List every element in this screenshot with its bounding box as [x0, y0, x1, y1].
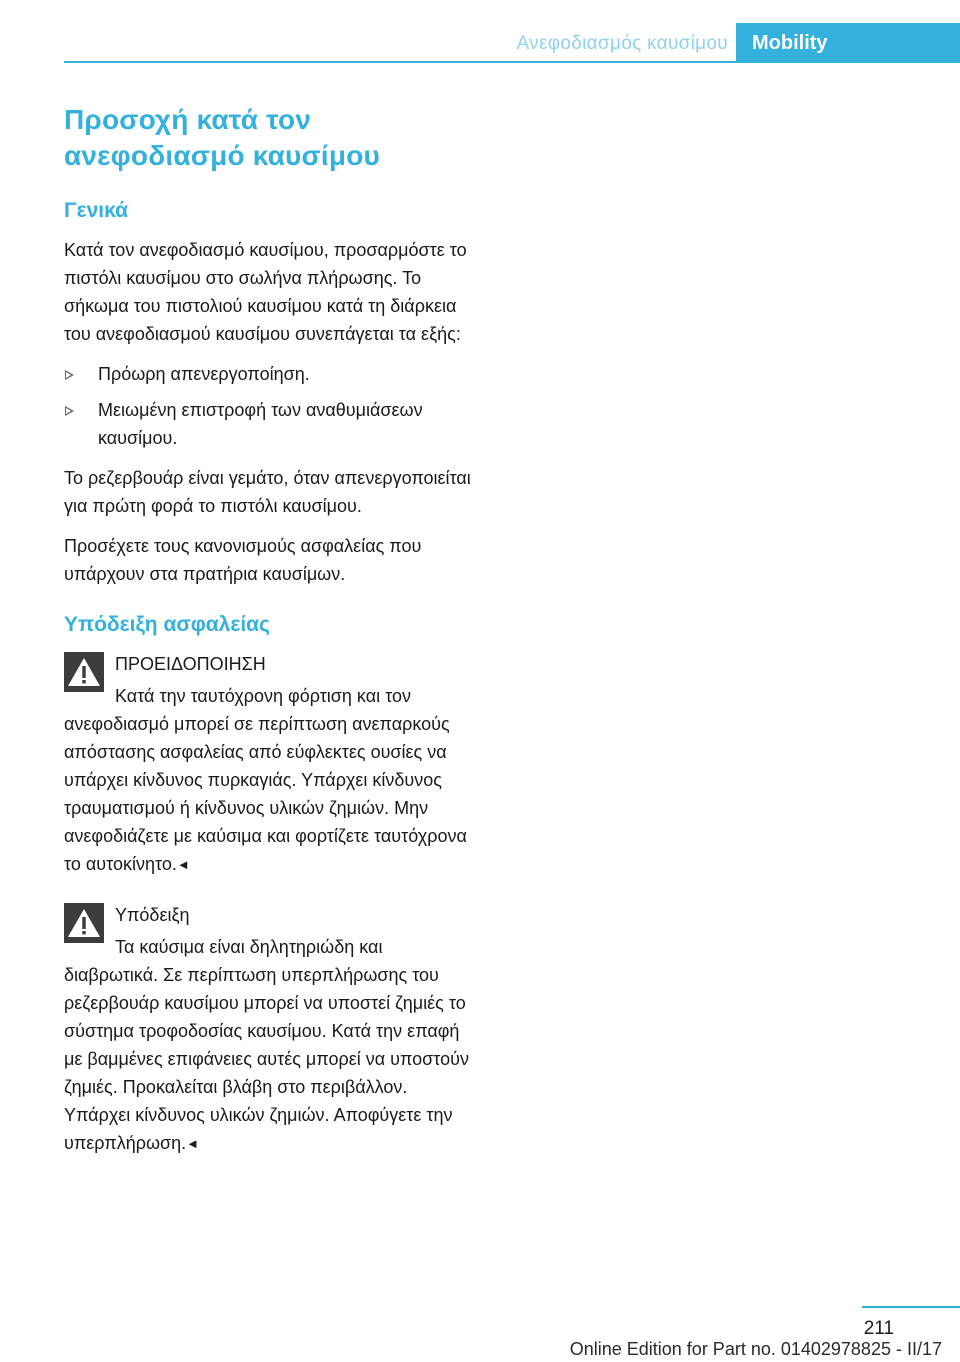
- footer-divider: [862, 1306, 960, 1308]
- warning-body: [64, 682, 476, 879]
- notice-box: [64, 901, 476, 1158]
- chapter-tab[interactable]: [736, 23, 960, 62]
- notice-body-text: Τα καύσιμα είναι δηλητηριώδη και διαβρωτικά. Σε περίπτωση υπερπλήρωσης του ρεζερβουάρ καυσίμου μπορεί να υποστεί ζημιές το σύστημα τροφοδοσίας καυσίμου. Κατά την επαφή με βαμμένες επιφάνειες αυτές μπορεί να υποστούν ζημιές. Προκαλείται βλάβη στο περιβάλλον. Υπάρχει κίνδυνος υλικών ζημιών. Αποφύγετε την υπερπλήρωση.: [64, 937, 469, 1153]
- list-item: [64, 396, 476, 452]
- end-mark: ◄: [186, 1136, 199, 1151]
- general-bullet-list: [64, 360, 476, 452]
- chapter-tab-label: Mobility: [752, 32, 828, 54]
- notice-title: Υπόδειξη: [115, 905, 190, 925]
- warning-title: ΠΡΟΕΙΔΟΠΟΙΗΣΗ: [115, 654, 266, 674]
- warning-triangle-icon: [64, 903, 104, 943]
- general-intro: Κατά τον ανεφοδιασμό καυσίμου, προσαρμόστε το πιστόλι καυσίμου στο σωλήνα πλήρωσης. Το σήκωμα του πιστολιού καυσίμου κατά τη διάρκεια του ανεφοδιασμού καυσίμου συνεπάγεται τα εξής:: [64, 240, 467, 344]
- triangle-bullet-icon: [65, 370, 74, 380]
- end-mark: ◄: [176, 857, 190, 872]
- list-item-text: Πρόωρη απενεργοποίηση.: [98, 364, 310, 384]
- general-para-2: Το ρεζερβουάρ είναι γεμάτο, όταν απενεργοποιείται για πρώτη φορά το πιστόλι καυσίμου.: [64, 468, 471, 516]
- general-para-3: Προσέχετε τους κανονισμούς ασφαλείας που υπάρχουν στα πρατήρια καυσίμων.: [64, 536, 422, 584]
- edition-footer: Online Edition for Part no. 01402978825 - II/17: [569, 1339, 942, 1359]
- header-divider: [64, 61, 960, 63]
- warning-body-text: Κατά την ταυτόχρονη φόρτιση και τον ανεφοδιασμό μπορεί σε περίπτωση ανεπαρκούς απόστασης ασφαλείας από εύφλεκτες ουσίες να υπάρχει κίνδυνος πυρκαγιάς. Υπάρχει κίνδυνος τραυματισμού ή κίνδυνος υλικών ζημιών. Μην ανεφοδιάζετε με καύσιμα και φορτίζετε ταυτόχρονα το αυτοκίνητο.: [64, 686, 467, 874]
- page-title: Προσοχή κατά τον ανεφοδιασμό καυσίμου: [64, 104, 381, 171]
- notice-body: [64, 933, 476, 1158]
- page-number: 211: [863, 1318, 894, 1339]
- main-content: [64, 102, 476, 1180]
- header-section-title: Ανεφοδιασμός καυσίμου: [516, 33, 728, 54]
- safety-heading: Υπόδειξη ασφαλείας: [64, 613, 270, 636]
- warning-box: [64, 650, 476, 879]
- list-item: [64, 360, 476, 388]
- list-item-text: Μειωμένη επιστροφή των αναθυμιάσεων καυσίμου.: [98, 400, 423, 448]
- triangle-bullet-icon: [65, 406, 74, 416]
- warning-triangle-icon: [64, 652, 104, 692]
- general-heading: Γενικά: [64, 199, 129, 222]
